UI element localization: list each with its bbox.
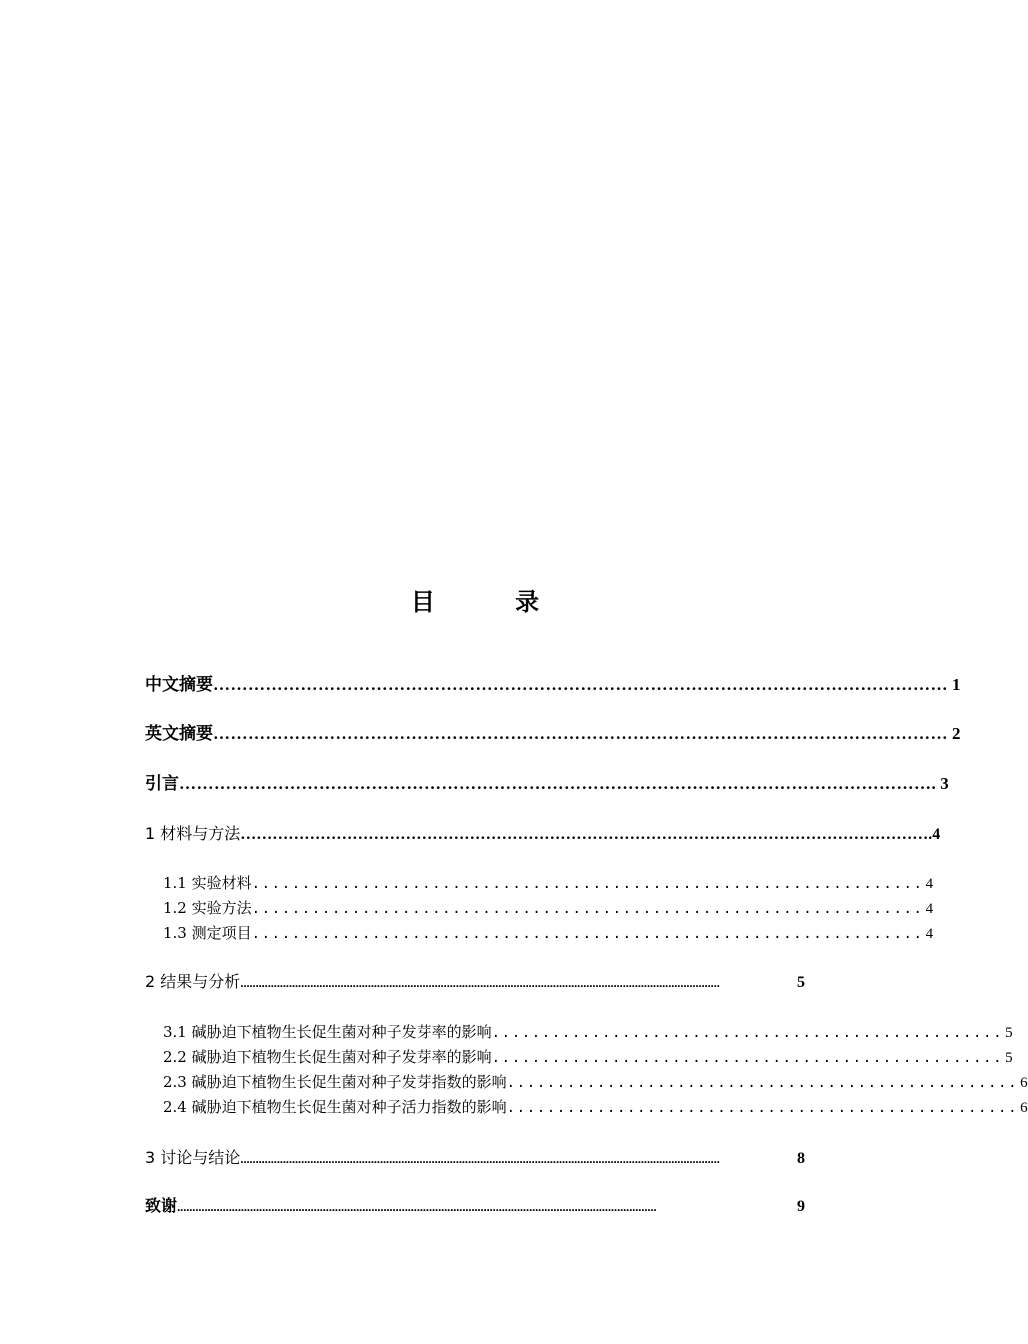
toc-entry-chinese-abstract[interactable]: [145, 673, 961, 697]
toc-entry-label: 英文摘要: [145, 724, 213, 744]
toc-entry-label: 1.1 实验材料: [163, 874, 252, 892]
toc-entry-label: 1.2 实验方法: [163, 899, 252, 917]
toc-dot-leader: ..............................................................................................................................................................: [240, 976, 720, 990]
toc-entry-label: 2.2 碱胁迫下植物生长促生菌对种子发芽率的影响: [163, 1048, 492, 1066]
toc-dot-leader: ..............................................................................................................................................................: [177, 1200, 657, 1214]
toc-page-number: 6: [1020, 1075, 1028, 1091]
toc-page-number: 5: [1005, 1050, 1013, 1066]
toc-page-number: 4: [925, 901, 934, 917]
toc-dot-leader: ...................................................: [506, 1100, 1019, 1116]
toc-page-number: 4: [925, 926, 934, 942]
toc-page-number: 5: [797, 974, 805, 991]
toc-page-number: 2: [952, 724, 961, 743]
toc-page-number: 5: [1005, 1025, 1013, 1041]
toc-entry-label: 中文摘要: [145, 675, 213, 695]
toc-entry-2-2[interactable]: [163, 1046, 1013, 1068]
toc-entry-label: 2.3 碱胁迫下植物生长促生菌对种子发芽指数的影响: [163, 1073, 507, 1091]
toc-title: 目 录: [410, 588, 576, 616]
toc-entry-label: 致谢: [145, 1196, 178, 1215]
toc-dot-leader: ...................................................: [491, 1050, 1004, 1066]
toc-entry-label: 1.3 测定项目: [163, 924, 252, 942]
toc-dot-leader: ………………………………………………………………………………………………………………: [213, 675, 948, 694]
toc-entry-english-abstract[interactable]: [145, 722, 961, 746]
toc-entry-1-1[interactable]: [163, 872, 934, 894]
toc-dot-leader: …………………………………………………………………………………………………………………: [240, 826, 929, 843]
toc-dot-leader: ...................................................................: [251, 876, 924, 892]
toc-page-number: 1: [952, 675, 961, 694]
toc-entry-2-3[interactable]: [163, 1071, 1028, 1093]
toc-entry-3-1[interactable]: [163, 1021, 1013, 1043]
toc-entry-label: 2.4 碱胁迫下植物生长促生菌对种子活力指数的影响: [163, 1098, 507, 1116]
toc-dot-leader: ...................................................................: [251, 926, 924, 942]
toc-entry-acknowledgements[interactable]: [145, 1194, 805, 1218]
toc-page-number: 3: [940, 774, 949, 793]
toc-entry-1-2[interactable]: [163, 897, 934, 919]
toc-page-number: .4: [928, 826, 941, 843]
toc-entry-label: 3 讨论与结论: [145, 1148, 241, 1167]
toc-page-number: 4: [925, 876, 934, 892]
toc-dot-leader: ...................................................................: [251, 901, 924, 917]
toc-dot-leader: ...................................................: [506, 1075, 1019, 1091]
toc-dot-leader: ………………………………………………………………………………………………………………….: [179, 774, 937, 793]
toc-dot-leader: ...................................................: [491, 1025, 1004, 1041]
toc-dot-leader: ………………………………………………………………………………………………………………: [213, 724, 948, 743]
toc-entry-label: 3.1 碱胁迫下植物生长促生菌对种子发芽率的影响: [163, 1023, 492, 1041]
toc-entry-1-3[interactable]: [163, 922, 934, 944]
toc-page-number: 8: [797, 1150, 805, 1167]
toc-entry-label: 1 材料与方法: [145, 824, 241, 843]
toc-entry-2-4[interactable]: [163, 1096, 1028, 1118]
toc-entry-label: 引言: [145, 774, 179, 794]
toc-page-number: 6: [1020, 1100, 1028, 1116]
toc-entry-introduction[interactable]: [145, 772, 949, 796]
toc-page-number: 9: [797, 1198, 805, 1215]
toc-entry-materials-methods[interactable]: [145, 822, 941, 846]
toc-dot-leader: ..............................................................................................................................................................: [240, 1152, 720, 1166]
toc-entry-discussion-conclusion[interactable]: [145, 1146, 805, 1170]
toc-entry-label: 2 结果与分析: [145, 972, 241, 991]
toc-entry-results-analysis[interactable]: [145, 970, 805, 994]
